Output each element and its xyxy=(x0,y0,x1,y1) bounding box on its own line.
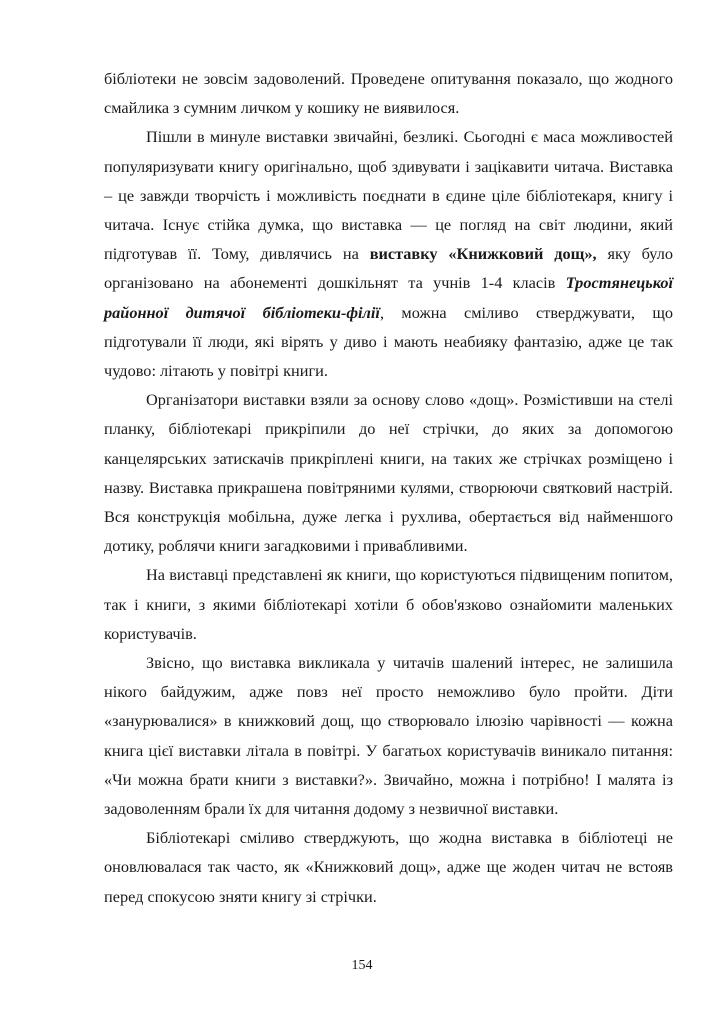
exhibition-title: виставку «Книжковий дощ», xyxy=(369,244,597,264)
page-number: 154 xyxy=(351,958,373,973)
paragraph-text: Пішли в минуле виставки звичайні, безликі. Сьогодні є маса можливостей популяризувати книгу оригінально, щоб здивувати і зацікавити читача. Виставка – це завжди творчість і можливість поєднати в єдине ціле бібліотекаря, книгу і читача. Існує стійка думка, що виставка — це погляд на світ людини, який підготував її. Тому, дивлячись на xyxy=(104,127,673,264)
paragraph-continued: бібліотеки не зовсім задоволений. Проведене опитування показало, що жодного смайлика з сумним личком у кошику не виявилося. xyxy=(104,69,673,118)
library-name: Тростянецької районної дитячої бібліотеки-філії xyxy=(104,273,673,322)
paragraph-conclusion: Бібліотекарі сміливо стверджують, що жодна виставка в бібліотеці не оновлювалася так часто, як «Книжковий дощ», адже ще жоден читач не встояв перед спокусою зняти книгу зі стрічки. xyxy=(104,828,673,906)
paragraph-text: , можна сміливо стверджувати, що підготували її люди, які вірять у диво і мають неабияку фантазію, адже це так чудово: літають у повітрі книги. xyxy=(104,302,673,381)
paragraph-text: яку було організовано на абонементі дошкільнят та учнів 1-4 класів xyxy=(104,244,674,293)
paragraph-exhibition-intro xyxy=(104,122,673,385)
document-body xyxy=(104,64,673,911)
paragraph-interest: Звісно, що виставка викликала у читачів шалений інтерес, не залишила нікого байдужим, адже повз неї просто неможливо було пройти. Діти «занурювалися» в книжковий дощ, що створювало ілюзію чарівності — кожна книга цієї виставки літала в повітрі. У багатьох користувачів виникало питання: «Чи можна брати книги з виставки?». Звичайно, можна і потрібно! І малята із задоволенням брали їх для читання додому з незвичної виставки. xyxy=(104,653,673,819)
paragraph-organizers: Організатори виставки взяли за основу слово «дощ». Розмістивши на стелі планку, бібліотекарі прикріпили до неї стрічки, до яких за допомогою канцелярських затискачів прикріплені книги, на таких же стрічках розміщено і назву. Виставка прикрашена повітряними кулями, створюючи святковий настрій. Вся конструкція мобільна, дуже легка і рухлива, обертається від найменшого дотику, роблячи книги загадковими і привабливими. xyxy=(104,390,673,556)
paragraph-books: На виставці представлені як книги, що користуються підвищеним попитом, так і книги, з якими бібліотекарі хотіли б обов'язково ознайомити маленьких користувачів. xyxy=(104,565,673,643)
